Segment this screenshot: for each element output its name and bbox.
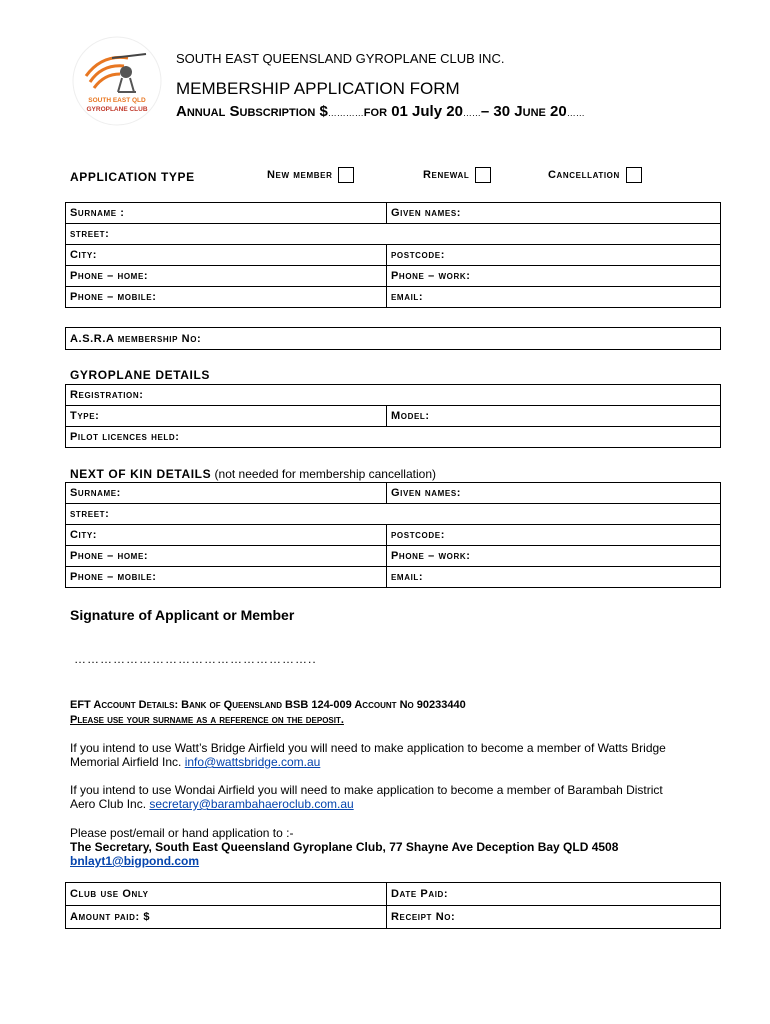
eft-reference-note: Please use your surname as a reference on the deposit. <box>70 714 344 726</box>
new-member-option[interactable]: New member <box>267 167 354 183</box>
asra-table <box>65 327 721 350</box>
form-title: MEMBERSHIP APPLICATION FORM <box>176 79 460 98</box>
signature-line[interactable]: ……………………………………………….. <box>74 652 317 666</box>
type-field[interactable]: Type: <box>66 406 387 427</box>
surname-field[interactable]: Surname : <box>66 203 387 224</box>
pilot-licences-field[interactable]: Pilot licences held: <box>66 427 721 448</box>
given-names-field[interactable]: Given names: <box>387 203 721 224</box>
eft-details: EFT Account Details: Bank of Queensland BSB 124-009 Account No 90233440 <box>70 699 466 711</box>
post-intro: Please post/email or hand application to :- <box>70 826 294 840</box>
subscription-line: Annual Subscription $…………for 01 July 20……– 30 June 20…… <box>176 103 585 120</box>
new-member-checkbox[interactable] <box>338 167 354 183</box>
cancellation-checkbox[interactable] <box>626 167 642 183</box>
model-field[interactable]: Model: <box>387 406 721 427</box>
watts-bridge-note: If you intend to use Watt’s Bridge Airfield you will need to make application to become a member of Watts Bridge Memorial Airfield Inc. info@wattsbridge.com.au <box>70 741 666 769</box>
kin-phone-mobile-field[interactable]: Phone – mobile: <box>66 567 387 588</box>
club-use-table <box>65 882 721 929</box>
gyroplane-heading: GYROPLANE DETAILS <box>70 368 210 382</box>
wondai-note: If you intend to use Wondai Airfield you will need to make application to become a member of Barambah District Aero Club Inc. secretary@barambahaeroclub.com.au <box>70 783 663 811</box>
registration-field[interactable]: Registration: <box>66 385 721 406</box>
phone-home-field[interactable]: Phone – home: <box>66 266 387 287</box>
signature-label: Signature of Applicant or Member <box>70 607 295 623</box>
svg-text:GYROPLANE CLUB: GYROPLANE CLUB <box>86 106 148 113</box>
barambah-email-link[interactable]: secretary@barambahaeroclub.com.au <box>149 797 354 811</box>
kin-surname-field[interactable]: Surname: <box>66 483 387 504</box>
gyroplane-table <box>65 384 721 448</box>
secretary-email-link[interactable]: bnlayt1@bigpond.com <box>70 854 200 868</box>
postcode-field[interactable]: postcode: <box>387 245 721 266</box>
kin-phone-work-field[interactable]: Phone – work: <box>387 546 721 567</box>
kin-given-names-field[interactable]: Given names: <box>387 483 721 504</box>
renewal-option[interactable]: Renewal <box>423 167 491 183</box>
application-type-label: APPLICATION TYPE <box>70 170 195 184</box>
city-field[interactable]: City: <box>66 245 387 266</box>
date-paid-field[interactable]: Date Paid: <box>387 883 721 906</box>
kin-phone-home-field[interactable]: Phone – home: <box>66 546 387 567</box>
kin-street-field[interactable]: street: <box>66 504 721 525</box>
amount-paid-field[interactable]: Amount paid: $ <box>66 906 387 929</box>
personal-details-table <box>65 202 721 308</box>
club-use-only-label: Club use Only <box>66 883 387 906</box>
phone-mobile-field[interactable]: Phone – mobile: <box>66 287 387 308</box>
secretary-address: The Secretary, South East Queensland Gyroplane Club, 77 Shayne Ave Deception Bay QLD 4508 <box>70 840 619 854</box>
renewal-checkbox[interactable] <box>475 167 491 183</box>
watts-email-link[interactable]: info@wattsbridge.com.au <box>184 755 321 769</box>
phone-work-field[interactable]: Phone – work: <box>387 266 721 287</box>
club-logo <box>72 36 162 126</box>
kin-email-field[interactable]: email: <box>387 567 721 588</box>
email-field[interactable]: email: <box>387 287 721 308</box>
asra-number-field[interactable]: A.S.R.A membership No: <box>66 328 721 350</box>
next-of-kin-heading: NEXT OF KIN DETAILS (not needed for membership cancellation) <box>70 467 436 481</box>
street-field[interactable]: street: <box>66 224 721 245</box>
club-name: SOUTH EAST QUEENSLAND GYROPLANE CLUB INC. <box>176 51 505 66</box>
kin-postcode-field[interactable]: postcode: <box>387 525 721 546</box>
kin-city-field[interactable]: City: <box>66 525 387 546</box>
receipt-no-field[interactable]: Receipt No: <box>387 906 721 929</box>
cancellation-option[interactable]: Cancellation <box>548 167 642 183</box>
svg-text:SOUTH EAST QLD: SOUTH EAST QLD <box>88 97 146 104</box>
next-of-kin-table <box>65 482 721 588</box>
